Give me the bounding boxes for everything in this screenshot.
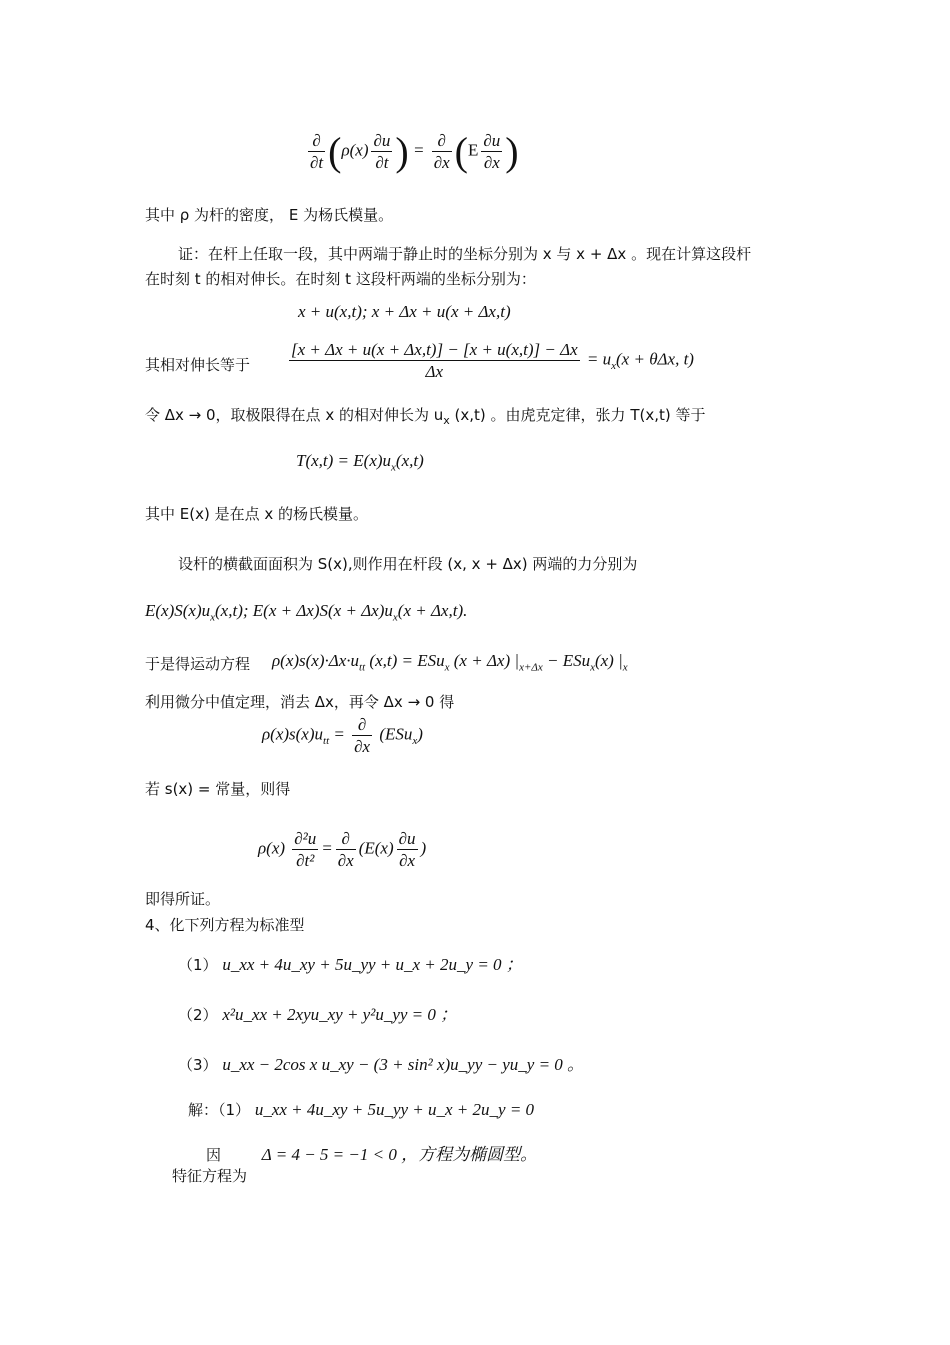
main-equation xyxy=(305,128,519,175)
since-label: 因 xyxy=(206,1146,222,1164)
forces-formula xyxy=(145,601,467,623)
equation-2 xyxy=(262,714,423,758)
subscript: x xyxy=(412,735,418,748)
solution-equation: u_xx + 4u_xy + 5u_yy + u_x + 2u_y = 0 xyxy=(254,1100,535,1119)
item-label: （2） xyxy=(178,1006,218,1024)
forces-text: E(x)S(x)u xyxy=(145,601,211,620)
subscript: x xyxy=(611,360,617,373)
density-line: 其中 ρ 为杆的密度， E 为杨氏模量。 xyxy=(145,206,394,224)
frac-den: ∂x xyxy=(399,851,416,871)
proof-line-1: 证：在杆上任取一段，其中两端于静止时的坐标分别为 x 与 x + Δx 。现在计算这段杆 xyxy=(178,245,752,263)
item-label: （3） xyxy=(178,1056,218,1074)
frac-num: ∂u xyxy=(371,130,392,152)
characteristic-equation-label: 特征方程为 xyxy=(172,1167,248,1185)
subscript: x xyxy=(444,661,450,674)
frac-den: Δx xyxy=(425,362,444,382)
frac-num: ∂ xyxy=(432,130,452,152)
frac-den: ∂x xyxy=(337,851,354,871)
limit-text: 令 Δx → 0，取极限得在点 x 的相对伸长为 u xyxy=(145,406,444,424)
item-equation: u_xx + 4u_xy + 5u_yy + u_x + 2u_y = 0 ； xyxy=(222,955,523,974)
frac-den: ∂t² xyxy=(296,851,315,871)
frac-den: ∂t xyxy=(375,153,389,172)
motion-text-3: (x + Δx) | xyxy=(453,651,520,670)
motion-text-5: (x) | xyxy=(594,651,623,670)
eq3-lhs: ρ(x) xyxy=(258,838,286,858)
paren-right: ) xyxy=(395,129,409,174)
relative-extension-label: 其相对伸长等于 xyxy=(145,356,251,374)
const-line: 若 s(x) = 常量，则得 xyxy=(145,780,291,798)
equation-3 xyxy=(258,828,426,872)
subscript: tt xyxy=(359,661,366,674)
frac-num: ∂u xyxy=(481,130,502,152)
subscript: x xyxy=(392,611,398,624)
motion-text: ρ(x)s(x)·Δx·u xyxy=(272,651,360,670)
forces-text-2: (x,t); E(x + Δx)S(x + Δx)u xyxy=(215,601,393,620)
frac-num: [x + Δx + u(x + Δx,t)] − [x + u(x,t)] − Δx xyxy=(289,339,580,361)
subscript: x xyxy=(443,414,450,427)
subscript: x xyxy=(391,461,396,474)
paren-left: ( xyxy=(328,129,342,174)
E-symbol: E xyxy=(467,140,479,160)
eq3-mid: (E(x) xyxy=(358,838,394,858)
frac-den: ∂x xyxy=(433,153,450,172)
equals-sign: = xyxy=(412,140,425,160)
exercise-item-3 xyxy=(178,1050,584,1075)
frac-den: ∂x xyxy=(354,737,371,757)
eq3-end: ) xyxy=(420,838,427,858)
eq2-rhs: (ESu xyxy=(379,724,413,744)
young-line: 其中 E(x) 是在点 x 的杨氏模量。 xyxy=(145,505,369,523)
exercise-item-1 xyxy=(178,950,523,975)
subscript: x xyxy=(590,661,595,674)
subscript: x xyxy=(622,661,628,674)
rhs: = u xyxy=(586,349,612,369)
exercise-item-2 xyxy=(178,1000,457,1025)
tension-args: (x,t) xyxy=(395,451,424,470)
item-label: （1） xyxy=(178,956,218,974)
relative-extension-formula xyxy=(286,339,694,383)
equals-sign: = xyxy=(321,838,333,858)
frac-den: ∂x xyxy=(483,153,500,172)
motion-formula xyxy=(272,651,628,673)
limit-text-2: (x,t) 。由虎克定律，张力 T(x,t) 等于 xyxy=(454,406,706,424)
proof-line-2: 在时刻 t 的相对伸长。在时刻 t 这段杆两端的坐标分别为： xyxy=(145,270,536,288)
area-line: 设杆的横截面面积为 S(x),则作用在杆段 (x, x + Δx) 两端的力分别为 xyxy=(178,555,638,573)
limit-line xyxy=(145,404,705,427)
frac-num: ∂²u xyxy=(292,828,318,850)
subscript: x+Δx xyxy=(519,661,543,674)
frac-num: ∂u xyxy=(397,828,418,850)
item-equation: x²u_xx + 2xyu_xy + y²u_yy = 0 ； xyxy=(222,1005,458,1024)
motion-text-4: − ESu xyxy=(546,651,591,670)
subscript: x xyxy=(210,611,216,624)
motion-text-2: (x,t) = ESu xyxy=(369,651,445,670)
rhs-args: (x + θΔx, t) xyxy=(616,349,694,369)
eq2-lhs: ρ(x)s(x)u xyxy=(262,724,324,744)
subscript: tt xyxy=(323,735,330,748)
mvt-line: 利用微分中值定理，消去 Δx，再令 Δx → 0 得 xyxy=(145,693,455,711)
eq2-rhs-end: ) xyxy=(417,724,423,744)
discriminant-line xyxy=(206,1140,537,1165)
item-equation: u_xx − 2cos x u_xy − (3 + sin² x)u_yy − yu_y = 0 。 xyxy=(222,1055,585,1074)
frac-num: ∂ xyxy=(352,714,372,736)
tension-formula xyxy=(296,451,424,473)
coords-formula: x + u(x,t); x + Δx + u(x + Δx,t) xyxy=(298,302,511,321)
frac-num: ∂ xyxy=(336,828,356,850)
equals-sign: = xyxy=(333,724,345,744)
section-4-heading: 4、化下列方程为标准型 xyxy=(145,916,305,934)
solution-line xyxy=(188,1099,534,1120)
forces-text-3: (x + Δx,t). xyxy=(397,601,468,620)
rho-term: ρ(x) xyxy=(341,140,369,160)
qed-line: 即得所证。 xyxy=(145,890,221,908)
paren-left: ( xyxy=(454,129,468,174)
motion-label: 于是得运动方程 xyxy=(145,655,251,673)
tension-text: T(x,t) = E(x)u xyxy=(296,451,392,470)
frac-num: ∂ xyxy=(308,130,325,152)
paren-right: ) xyxy=(505,129,519,174)
solution-label: 解：（1） xyxy=(188,1101,251,1119)
discriminant-equation: Δ = 4 − 5 = −1 < 0 ，方程为椭圆型。 xyxy=(261,1145,538,1164)
frac-den: ∂t xyxy=(310,153,324,172)
